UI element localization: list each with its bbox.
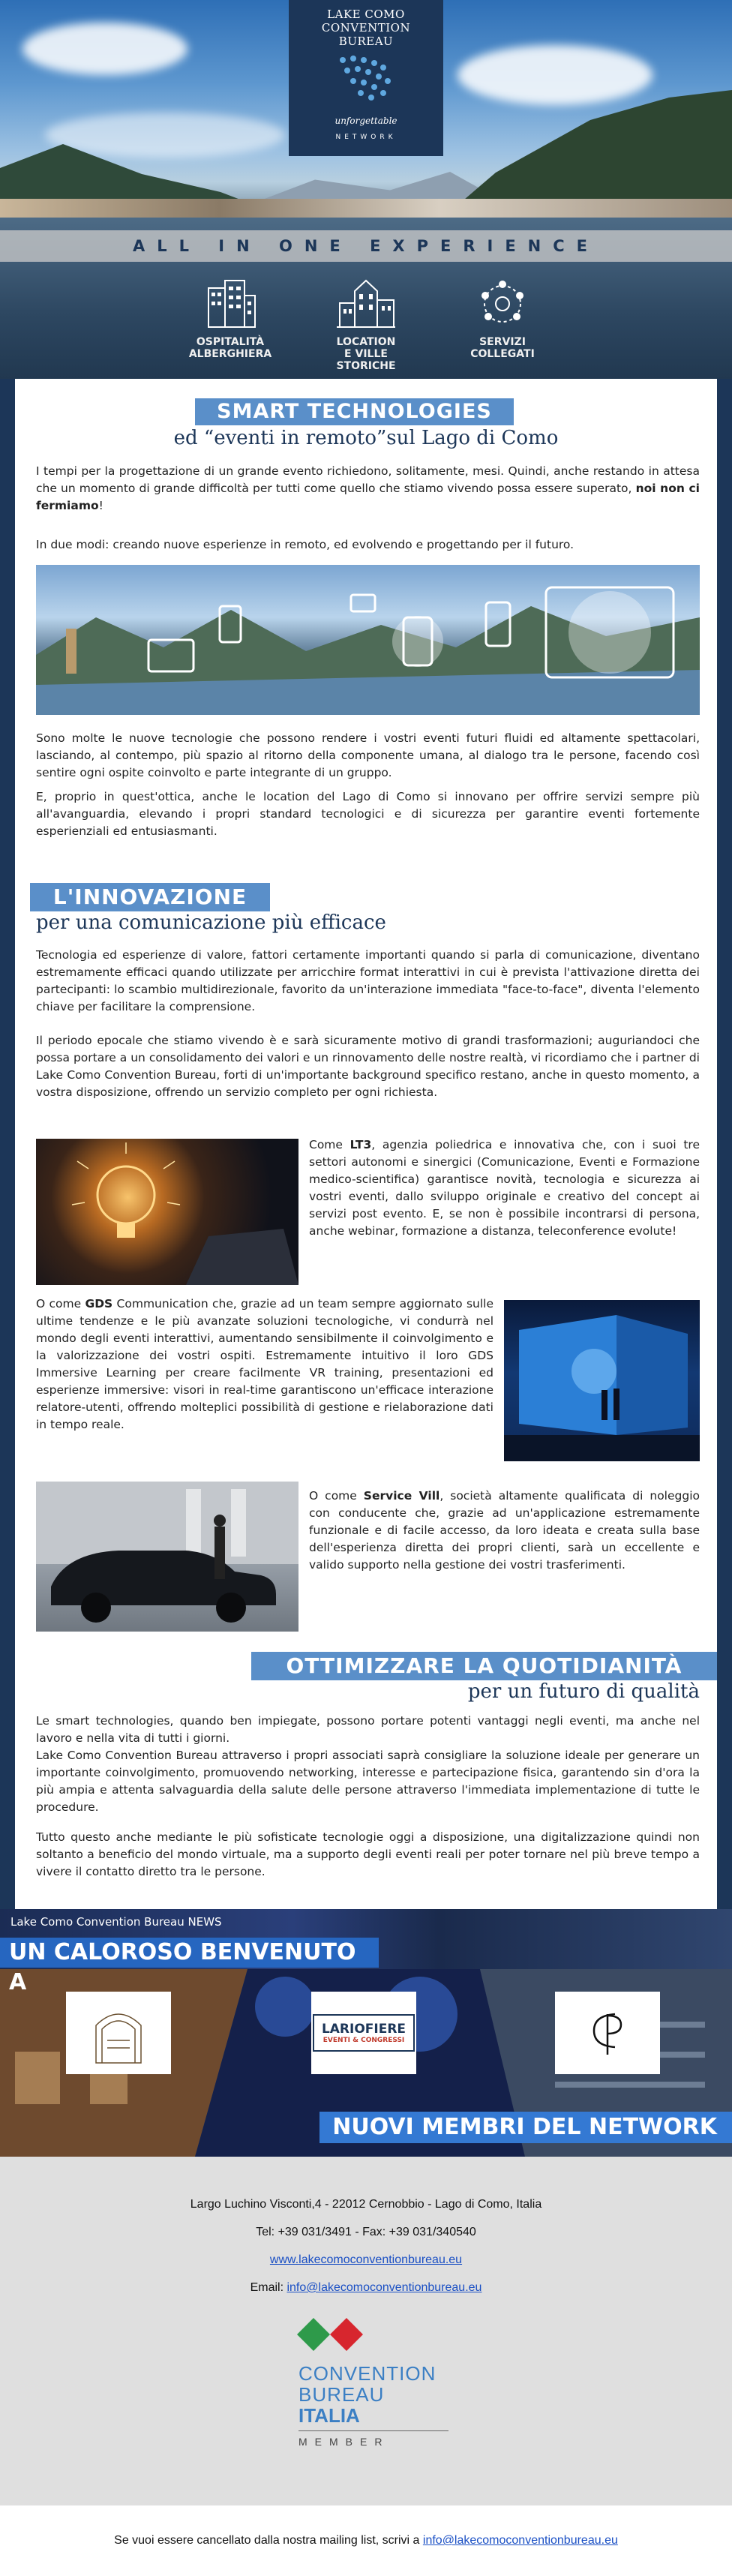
- service-related[interactable]: [450, 278, 555, 360]
- lariofiere-mark: [313, 2014, 415, 2052]
- paragraph: Tecnologia ed esperienze di valore, fattori certamente importanti quando si parla di comunicazione, diventano estremamente efficaci quando utilizzate per arricchire format interattivi in cui è prevista l'attivazione diretta dei partecipanti: lo scambio multidirezionale, favorito da un'interazione immediata "face-to-face", diventa l'elemento chiave per facilitare la comprensione.: [36, 948, 700, 1013]
- logo-line: BUREAU: [338, 35, 394, 48]
- convention-bureau-italia-logo: [298, 2310, 448, 2448]
- lt3-lightbulb-image: [36, 1139, 298, 1285]
- network-icon: [470, 278, 535, 330]
- cbi-line: BUREAU: [298, 2383, 385, 2406]
- villa-icon: [334, 278, 398, 330]
- paragraph: In due modi: creando nuove esperienze in remoto, ed evolvendo e progettando per il futuro.: [36, 538, 574, 551]
- service-label: OSPITALITÀ: [196, 336, 265, 348]
- news-footer-banner: NUOVI MEMBRI DEL NETWORK: [320, 2112, 732, 2143]
- partner-name: GDS: [85, 1297, 113, 1311]
- news-kicker: Lake Como Convention Bureau NEWS: [10, 1915, 222, 1929]
- emphasis-text: noi non ci fermiamo: [36, 482, 700, 512]
- lariofiere-tagline: EVENTI & CONGRESSI: [322, 2037, 405, 2044]
- news-headline: UN CALOROSO BENVENUTO A: [0, 1938, 379, 1968]
- paragraph: Il periodo epocale che stiamo vivendo è e sarà sicuramente motivo di grandi trasformazioni; auguriandoci che possa portare a un consolidamento dei valori e un rinnovamento delle nostre realtà, vi ricordiamo che i partner di Lake Como Convention Bureau, forti di un'importante background specifico restano, anche in questo momento, a vostra disposizione, offrendo un servizio completo per ogni richiesta.: [36, 1034, 700, 1099]
- service-label: SERVIZI: [479, 336, 526, 348]
- paragraph-gds: [36, 1296, 494, 1434]
- cloud: [45, 113, 285, 158]
- hero-lake-como: [0, 0, 732, 379]
- monogram-icon: [585, 2007, 630, 2059]
- address: Largo Luchino Visconti,4 - 22012 Cernobbio - Lago di Como, Italia: [190, 2198, 542, 2211]
- section-banner-innovazione: L'INNOVAZIONE: [30, 883, 270, 911]
- service-label: LOCATION: [336, 336, 396, 348]
- phone-fax: Tel: +39 031/3491 - Fax: +39 031/340540: [256, 2226, 476, 2238]
- unsubscribe-text: Se vuoi essere cancellato dalla nostra mailing list, scrivi a: [114, 2534, 423, 2547]
- email-link[interactable]: info@lakecomoconventionbureau.eu: [286, 2281, 482, 2294]
- text: , agenzia poliedrica e innovativa che, con i suoi tre settori autonomi e sinergici (Comunicazione, Eventi e Formazione medico-scientifica) garantisce novità, tecnologia e sicurezza ai vostri eventi, dallo sviluppo originale e creativo del concept ai servizi post evento. E, se non è possibile incontrarsi di persona, anche webinar, formazione a distanza, teleconference evolute!: [309, 1138, 700, 1238]
- logo-network: NETWORK: [335, 134, 397, 141]
- text: , società altamente qualificata di noleggio con conducente che, grazie ad un'applicazione estremamente funzionale e di facile accesso, da loro ideata e creata sulla base dell'esperienza diretta dei propri clienti, sarà un eccellente e valido supporto nella gestione dei vostri trasferimenti.: [309, 1489, 700, 1572]
- paragraph: Le smart technologies, quando ben impiegate, possono portare potenti vantaggi negli eventi, ma anche nel lavoro e nella vita di tutti i giorni.: [36, 1714, 700, 1745]
- content-card: [15, 379, 717, 1909]
- paragraph-lt3: [309, 1136, 700, 1240]
- section-subtitle: per una comunicazione più efficace: [36, 911, 386, 934]
- section-banner-ottimizzare: OTTIMIZZARE LA QUOTIDIANITÀ: [251, 1652, 717, 1680]
- text: !: [98, 499, 104, 512]
- logo-line: CONVENTION: [321, 21, 411, 35]
- text: Come: [309, 1138, 350, 1151]
- website-link[interactable]: www.lakecomoconventionbureau.eu: [269, 2253, 463, 2266]
- gds-immersive-image: [504, 1300, 700, 1461]
- member-logo-villa[interactable]: [66, 1992, 171, 2074]
- paragraph: [36, 463, 700, 515]
- villa-crest-icon: [88, 1999, 148, 2067]
- smart-devices-lake-image: [36, 565, 700, 715]
- service-label: COLLEGATI: [470, 348, 535, 360]
- section-banner-smart-technologies: SMART TECHNOLOGIES: [195, 398, 514, 425]
- paragraph: E, proprio in quest'ottica, anche le location del Lago di Como si innovano per offrire servizi sempre più all'avanguardia, elevando i propri standard tecnologici e di sicurezza per garantire eventi fortemente esperienziali ed entusiasmanti.: [36, 790, 700, 838]
- email-label: Email:: [250, 2281, 287, 2294]
- service-villas[interactable]: [314, 278, 418, 372]
- member-logo-castello[interactable]: [555, 1992, 660, 2074]
- unsubscribe-bar: [0, 2505, 732, 2576]
- text: Communication che, grazie ad un team sempre aggiornato sulle ultime tendenze e le più avanzate soluzioni tecnologiche, vi condurrà nel mondo degli eventi interattivi, aumentando sensibilmente il coinvolgimento e la valorizzazione dei vostri ospiti. Estremamente intuitivo il loro GDS Immersive Learning per creare facilmente VR training, presentazioni ed esperienze immersive: visori in real-time garantiscono un'efficace interazione relatore-utenti, offrendo molteplici possibilità di gestione e rielaborazione dati in tempo reale.: [36, 1297, 494, 1431]
- tagline: ALL IN ONE EXPERIENCE: [132, 237, 600, 255]
- logo-script: unforgettable: [334, 116, 398, 126]
- email-line: [0, 2281, 732, 2295]
- service-vill-car-image: [36, 1482, 298, 1632]
- paragraph: Lake Como Convention Bureau attraverso i propri associati saprà consigliare la soluzione ideale per generare un importante coinvolgimento, promuovendo networking, interesse e partecipazione fisica, garantendo sin d'ora la più ampia e attenta salvaguardia della salute delle persone attraverso l'immediata implementazione di tutte le procedure.: [36, 1749, 700, 1814]
- text: I tempi per la progettazione di un grande evento richiedono, solitamente, mesi. Quindi, anche restando in attesa che un momento di grande difficoltà per tutti come quello che stiamo vivendo possa essere superato,: [36, 464, 700, 495]
- paragraph: Tutto questo anche mediante le più sofisticate tecnologie oggi a disposizione, una digitalizzazione quindi non soltanto a beneficio del mondo virtuale, ma a supporto degli eventi reali per poter tornare nel più breve tempo a vivere il contatto diretto tra le persone.: [36, 1830, 700, 1878]
- logo-line: LAKE COMO: [327, 8, 405, 21]
- news-new-members[interactable]: [0, 1909, 732, 2157]
- cbi-member: MEMBER: [298, 2430, 448, 2448]
- hotel-icon: [198, 278, 262, 330]
- cbi-diamonds-icon: [291, 2310, 381, 2363]
- section-subtitle: ed “eventi in remoto”sul Lago di Como: [173, 427, 559, 449]
- text: O come: [36, 1297, 86, 1311]
- lcb-logo[interactable]: [289, 0, 443, 156]
- website-line: [0, 2253, 732, 2267]
- partner-name: Service Vill: [363, 1489, 440, 1503]
- cbi-line: ITALIA: [298, 2404, 360, 2427]
- paragraph-service-vill: [309, 1488, 700, 1574]
- section-subtitle: per un futuro di qualità: [467, 1680, 700, 1703]
- partner-name: LT3: [350, 1138, 372, 1151]
- cloud: [22, 23, 188, 75]
- dots-icon: [332, 56, 400, 101]
- contact-footer: [0, 2157, 732, 2505]
- lariofiere-name: LARIOFIERE: [321, 2022, 406, 2037]
- service-hotels[interactable]: [178, 278, 283, 360]
- unsubscribe-email-link[interactable]: info@lakecomoconventionbureau.eu: [422, 2534, 618, 2547]
- paragraph: Sono molte le nuove tecnologie che possono rendere i vostri eventi futuri fluidi ed altamente spettacolari, lasciando, al contempo, più spazio al ritorno della componente umana, al dialogo tra le persone, facendo così sentire ogni ospite coinvolto e parte integrante di un gruppo.: [36, 731, 700, 779]
- member-logo-lariofiere[interactable]: [311, 1992, 416, 2074]
- cbi-line: CONVENTION: [298, 2362, 436, 2385]
- service-label: E VILLE STORICHE: [336, 348, 396, 372]
- cloud: [458, 45, 652, 105]
- text: O come: [309, 1489, 364, 1503]
- service-label: ALBERGHIERA: [188, 348, 272, 360]
